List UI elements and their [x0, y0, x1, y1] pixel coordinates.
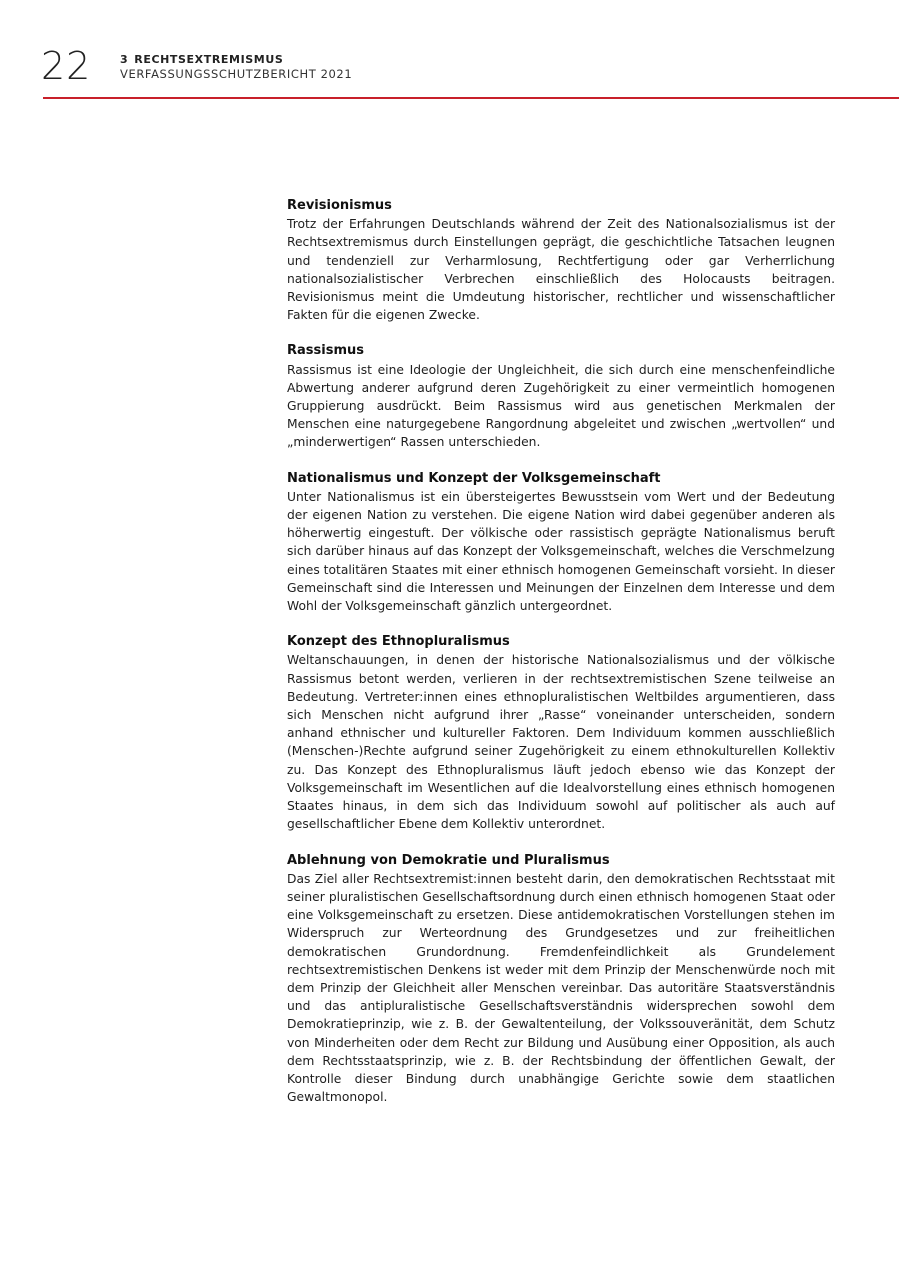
chapter-title: RECHTSEXTREMISMUS: [134, 53, 284, 66]
main-content: [287, 197, 835, 1124]
section-heading: Rassismus: [287, 343, 364, 359]
chapter-number: 3: [120, 53, 129, 66]
section-body: Das Ziel aller Rechtsextremist:innen besteht darin, den demokratischen Rechtsstaat mit seiner pluralistischen Gesellschaftsordnung durch einen ethnisch homogenen Staat oder eine Volksgemeinschaft zu ersetzen. Diese antidemokratischen Vorstellungen stehen im Widerspruch zur Werteordnung des Grundgesetzes und zur freiheitlichen demokratischen Grundordnung. Fremdenfeindlichkeit als Grundelement rechtsextremistischen Denkens ist weder mit dem Prinzip der Menschenwürde noch mit dem Prinzip der Gleichheit aller Menschen vereinbar. Das autoritäre Staatsverständnis und das antipluralistische Gesellschaftsverständnis widersprechen sowohl dem Demokratieprinzip, wie z. B. der Gewaltenteilung, der Volkssouveränität, dem Schutz von Minderheiten oder dem Recht zur Bildung und Ausübung einer Opposition, als auch dem Rechtsstaatsprinzip, wie z. B. der Rechtsbindung der öffentlichen Gewalt, der Kontrolle dieser Bindung durch unabhängige Gerichte sowie dem staatlichen Gewaltmonopol.: [287, 871, 835, 1105]
running-header: [120, 53, 352, 82]
header-divider: [43, 97, 899, 99]
section-rassismus: [287, 342, 835, 451]
section-ethnopluralismus: [287, 633, 835, 833]
section-body: Trotz der Erfahrungen Deutschlands während der Zeit des Nationalsozialismus ist der Rechtsextremismus durch Einstellungen geprägt, die geschichtliche Tatsachen leugnen und tendenziell zur Verharmlosung, Rechtfertigung oder gar Verherrlichung nationalsozialistischer Verbrechen einschließlich des Holocausts beitragen. Revisionismus meint die Umdeutung historischer, rechtlicher und wissenschaftlicher Fakten für die eigenen Zwecke.: [287, 217, 835, 323]
page-number: 22: [41, 44, 92, 88]
section-heading: Revisionismus: [287, 198, 392, 213]
section-demokratie: [287, 852, 835, 1107]
report-title: VERFASSUNGSSCHUTZBERICHT 2021: [120, 67, 353, 81]
section-body: Weltanschauungen, in denen der historische Nationalsozialismus und der völkische Rassismus betont werden, verlieren in der rechtsextremistischen Szene teilweise an Bedeutung. Vertreter:innen eines ethnopluralistischen Weltbildes argumentieren, dass sich Menschen nicht aufgrund ihrer „Rasse“ voneinander unterscheiden, sondern anhand ethnischer und kultureller Faktoren. Dem Individuum kommen ausschließlich (Menschen-)Rechte aufgrund seiner Zugehörigkeit zu einem ethnokulturellen Kollektiv zu. Das Konzept des Ethnopluralismus läuft jedoch ebenso wie das Konzept der Volksgemeinschaft im Wesentlichen auf die Idealvorstellung eines ethnisch homogenen Staates hinaus, in dem sich das Individuum sowohl auf politischer als auch auf gesellschaftlicher Ebene dem Kollektiv unterordnet.: [287, 653, 835, 832]
section-body: Unter Nationalismus ist ein übersteigertes Bewusstsein vom Wert und der Bedeutung der eigenen Nation zu verstehen. Die eigene Nation wird dabei gegenüber anderen als höherwertig eingestuft. Der völkische oder rassistisch geprägte Nationalismus beruft sich darüber hinaus auf das Konzept der Volksgemeinschaft, welches die Verschmelzung eines totalitären Staates mit einer ethnisch homogenen Gemeinschaft vorsieht. In dieser Gemeinschaft sind die Interessen und Meinungen der Einzelnen dem Interesse und dem Wohl der Volksgemeinschaft gänzlich untergeordnet.: [287, 489, 835, 614]
section-nationalismus: [287, 470, 835, 616]
section-body: Rassismus ist eine Ideologie der Ungleichheit, die sich durch eine menschenfeindliche Abwertung anderer aufgrund deren Zugehörigkeit zu einer vermeintlich homogenen Gruppierung ausdrückt. Beim Rassismus wird aus genetischen Merkmalen der Menschen eine naturgegebene Rangordnung abgeleitet und zwischen „wertvollen“ und „minderwertigen“ Rassen unterschieden.: [287, 362, 835, 450]
chapter-heading: [120, 53, 352, 67]
section-heading: Nationalismus und Konzept der Volksgemeinschaft: [287, 470, 661, 486]
section-revisionismus: [287, 197, 835, 324]
section-heading: Ablehnung von Demokratie und Pluralismus: [287, 852, 610, 868]
section-heading: Konzept des Ethnopluralismus: [287, 634, 510, 650]
